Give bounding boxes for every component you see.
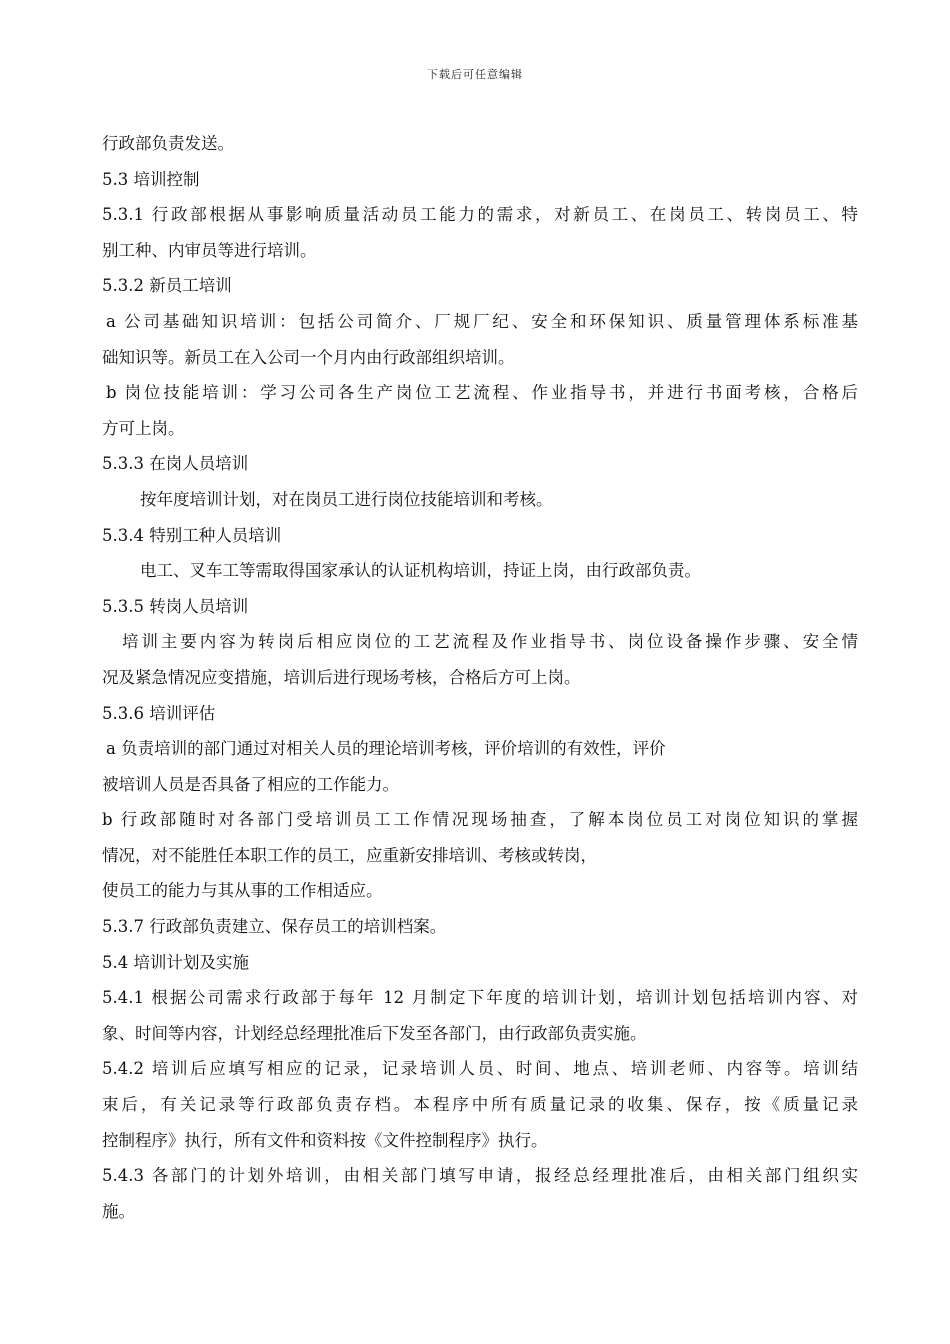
text-line: 施。 bbox=[102, 1201, 135, 1221]
page-header: 下载后可任意编辑 bbox=[427, 68, 523, 81]
text-line: a 公司基础知识培训：包括公司简介、厂规厂纪、安全和环保知识、质量管理体系标准基 bbox=[106, 311, 858, 331]
text-line: 况及紧急情况应变措施，培训后进行现场考核，合格后方可上岗。 bbox=[102, 667, 581, 687]
text-line: 情况，对不能胜任本职工作的员工，应重新安排培训、考核或转岗， bbox=[102, 845, 597, 865]
text-line: 5.3.7 行政部负责建立、保存员工的培训档案。 bbox=[102, 917, 447, 937]
text-line: 5.3.6 培训评估 bbox=[102, 703, 216, 723]
document-body bbox=[102, 126, 858, 1229]
text-line: b 行政部随时对各部门受培训员工工作情况现场抽查，了解本岗位员工对岗位知识的掌握 bbox=[102, 810, 858, 830]
text-line: 方可上岗。 bbox=[102, 418, 185, 438]
text-line: 5.3.3 在岗人员培训 bbox=[102, 454, 249, 474]
text-line: 5.3 培训控制 bbox=[102, 169, 200, 189]
text-line: 束后，有关记录等行政部负责存档。本程序中所有质量记录的收集、保存，按《质量记录 bbox=[102, 1095, 858, 1115]
text-line: 培训主要内容为转岗后相应岗位的工艺流程及作业指导书、岗位设备操作步骤、安全情 bbox=[122, 632, 858, 652]
text-line: 5.3.2 新员工培训 bbox=[102, 276, 232, 296]
text-line: a 负责培训的部门通过对相关人员的理论培训考核，评价培训的有效性，评价 bbox=[106, 739, 666, 759]
text-line: 5.3.4 特别工种人员培训 bbox=[102, 525, 282, 545]
text-line: b 岗位技能培训：学习公司各生产岗位工艺流程、作业指导书，并进行书面考核，合格后 bbox=[106, 383, 858, 403]
text-line: 5.4 培训计划及实施 bbox=[102, 952, 249, 972]
text-line: 5.4.2 培训后应填写相应的记录，记录培训人员、时间、地点、培训老师、内容等。培训结 bbox=[102, 1059, 858, 1079]
text-line: 5.4.3 各部门的计划外培训，由相关部门填写申请，报经总经理批准后，由相关部门组织实 bbox=[102, 1166, 858, 1186]
text-line: 被培训人员是否具备了相应的工作能力。 bbox=[102, 774, 399, 794]
text-line: 5.4.1 根据公司需求行政部于每年 12 月制定下年度的培训计划，培训计划包括培训内容、对 bbox=[102, 988, 858, 1008]
text-line: 别工种、内审员等进行培训。 bbox=[102, 240, 317, 260]
text-line: 电工、叉车工等需取得国家承认的认证机构培训，持证上岗，由行政部负责。 bbox=[140, 561, 701, 581]
text-line: 控制程序》执行，所有文件和资料按《文件控制程序》执行。 bbox=[102, 1130, 548, 1150]
text-line: 象、时间等内容，计划经总经理批准后下发至各部门，由行政部负责实施。 bbox=[102, 1023, 647, 1043]
text-line: 5.3.5 转岗人员培训 bbox=[102, 596, 249, 616]
text-line: 5.3.1 行政部根据从事影响质量活动员工能力的需求，对新员工、在岗员工、转岗员工、特 bbox=[102, 205, 858, 225]
text-line: 行政部负责发送。 bbox=[102, 134, 234, 153]
text-line: 础知识等。新员工在入公司一个月内由行政部组织培训。 bbox=[102, 347, 515, 367]
text-line: 按年度培训计划，对在岗员工进行岗位技能培训和考核。 bbox=[140, 489, 553, 509]
text-line: 使员工的能力与其从事的工作相适应。 bbox=[102, 881, 383, 901]
